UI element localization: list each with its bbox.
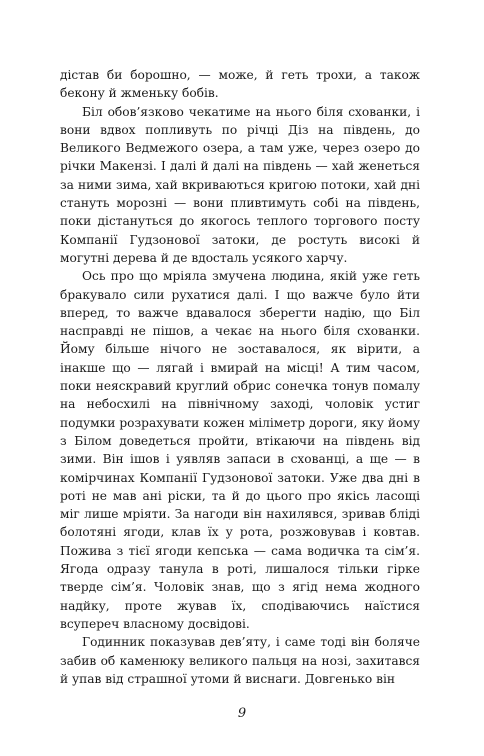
paragraph-2: Біл обов’язково чекатиме на нього біля схованки, і вони вдвох попливуть по річці Діз на південь, до Великого Ведмежого озера, а там уже, через озеро до річки Макензі. І далі й далі на південь — хай женеться за ними зима, хай вкриваються кригою потоки, хай дні стануть морозні — вони пливтимуть собі на південь, поки дістануться до якогось теплого торгового посту Компанії Гудзонової затоки, де ростуть високі й могутні дерева й де вдосталь усякого харчу. xyxy=(60,104,420,265)
page-number: 9 xyxy=(237,706,247,721)
paragraph-1: дістав би борошно, — може, й геть трохи, а також бекону й жменьку бобів. xyxy=(60,68,420,101)
paragraph-4: Годинник показував дев’яту, і саме тоді він боляче забив об каменюку великого пальця на нозі, захитався й упав від страшної утоми й виснаги. Довгенько він xyxy=(60,635,420,686)
page-body xyxy=(60,66,420,688)
paragraph-3: Ось про що мріяла змучена людина, якій уже геть бракувало сили рухатися далі. І що важче було йти вперед, то важче вдавалося зберегти надію, що Біл насправді не пішов, а чекає на нього біля схованки. Йому більше нічого не зоставалося, як вірити, а інакше що — лягай і вмирай на місці! А тим часом, поки неяскравий круглий обрис сонечка тонув помалу на небосхилі на північному заході, чоловік устиг подумки розрахувати кожен міліметр дороги, яку йому з Білом доведеться пройти, втікаючи на південь від зими. Він ішов і уявляв запаси в схованці, а ще — в комірчинах Компанії Гудзонової затоки. Уже два дні в роті не мав ані ріски, та й до цього про якісь ласощі міг лише мріяти. За нагоди він нахилявся, зривав бліді болотяні ягоди, клав їх у рота, розжовував і ковтав. Пожива з тієї ягоди кепська — сама водичка та сім’я. Ягода одразу танула в роті, лишалося тільки гірке тверде сім’я. Чоловік знав, що з ягід нема жодного надйку, проте жував їх, сподіваючись наїстися всупереч власному досвідові. xyxy=(60,269,420,631)
